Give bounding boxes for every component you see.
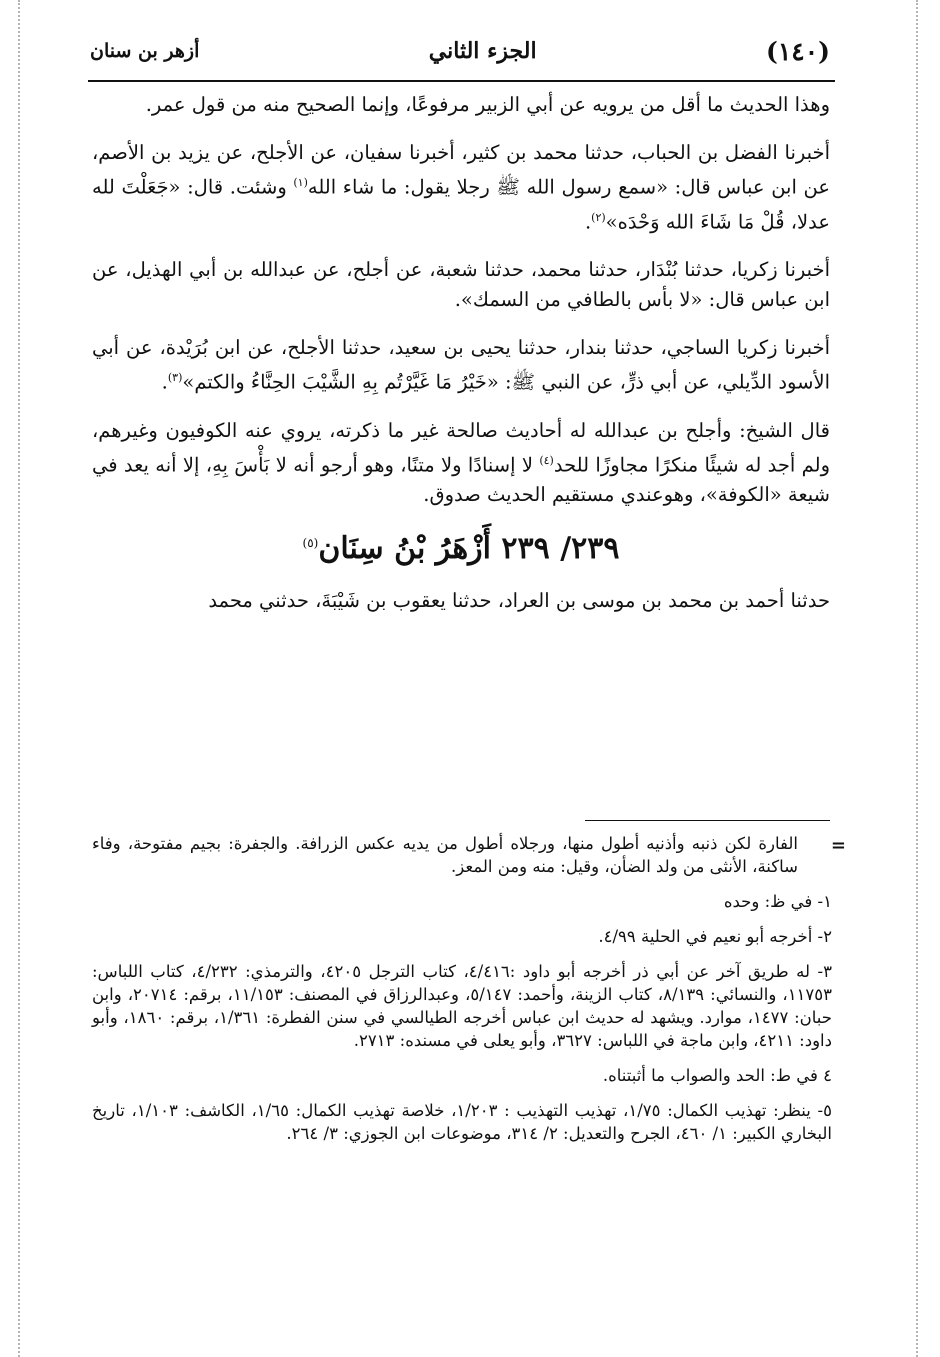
paragraph-5: قال الشيخ: وأجلح بن عبدالله له أحاديث صالحة غير ما ذكرته، يروي عنه الكوفيون وغيرهم، ولم أجد له شيئًا منكرًا مجاوزًا للحد$^{(٤)}$ لا إسنادًا ولا متنًا، وهو أرجو أنه لا بَأْسَ بِهِ، إلا أنه يعد في شيعة «الكوفة»، وهوعندي مستقيم الحديث صدوق.: [92, 418, 830, 506]
main-text: [92, 90, 830, 634]
header-rule: [88, 80, 835, 82]
paragraph-2: أخبرنا الفضل بن الحباب، حدثنا محمد بن كثير، أخبرنا سفيان، عن الأجلح، عن يزيد بن الأصم، عن ابن عباس قال: «سمع رسول الله ﷺ رجلا يقول: ما شاء الله$^{(١)}$ وشئت. قال: «جَعَلْتَ لله عدلا، قُلْ مَا شَاءَ الله وَحْدَه»$^{(٢)}$.: [92, 141, 830, 233]
footnote-4: ٤ في ط: الحد والصواب ما أثبتناه.: [602, 1066, 832, 1085]
paragraph-4: أخبرنا زكريا الساجي، حدثنا بندار، حدثنا يحيى بن سعيد، حدثنا الأجلح، عن ابن بُرَيْدة، عن أبي الأسود الدِّيلي، عن أبي ذرٍّ، عن النبي ﷺ: «خَيْرُ مَا غَيَّرْتُم بِهِ الشَّيْبَ الحِنَّاءُ والكتم»$^{(٣)}$.: [92, 336, 830, 394]
paragraph-3: أخبرنا زكريا، حدثنا بُنْدَار، حدثنا محمد، حدثنا شعبة، عن أجلح، عن عبدالله بن أبي الهذيل، عن ابن عباس قال: «لا بأس بالطافي من السمك».: [92, 258, 830, 311]
scan-edge-right: [916, 0, 918, 1357]
running-header: [90, 28, 830, 74]
entry-name: أزهر بن سنان: [90, 40, 200, 62]
volume-title: الجزء الثاني: [428, 38, 537, 64]
footnote-1: ١- في ظ: وحده: [723, 892, 832, 911]
footnotes: [92, 832, 832, 1157]
paragraph-1: وهذا الحديث ما أقل من يرويه عن أبي الزبير مرفوعًا، وإنما الصحيح منه من قول عمر.: [145, 93, 830, 116]
footnote-continuation: = الفارة لكن ذنبه وأذنيه أطول منها، ورجلاه أطول من يديه عكس الزرافة. والجفرة: بجيم مفتوحة، وفاء ساكنة، الأنثى من ولد الضأن، وقيل: منه ومن المعز.: [92, 832, 832, 878]
footnote-2: ٢- أخرجه أبو نعيم في الحلية ٤/٩٩.: [598, 927, 832, 946]
page-number: (١٤٠): [766, 36, 830, 66]
footnote-rule: [585, 820, 830, 821]
footnote-3: ٣- له طريق آخر عن أبي ذر أخرجه أبو داود :٤/٤١٦، كتاب الترجل ٤٢٠٥، والترمذي: ٤/٢٣٢، كتاب اللباس: ١١٧٥٣، والنسائي: ٨/١٣٩، كتاب الزينة، وأحمد: ٥/١٤٧، وعبدالرزاق في المصنف: ١١/١٥٣، برقم: ٢٠٧١٤، وابن حبان: ١٤٧٧، موارد. ويشهد له حديث ابن عباس أخرجه الطيالسي في سنن الفطرة: ١/٣٦١، برقم: ١٨٦٠، وأبو داود: ٤٢١١، وابن ماجة في اللباس: ٣٦٢٧، وأبو يعلى في مسنده: ٢٧١٣.: [92, 962, 832, 1050]
footnote-5: ٥- ينظر: تهذيب الكمال: ١/٧٥، تهذيب التهذيب : ١/٢٠٣، خلاصة تهذيب الكمال: ١/٦٥، الكاشف: ١/١٠٣، تاريخ البخاري الكبير: ١/ ٤٦٠، الجرح والتعديل: ٢/ ٣١٤، موضوعات ابن الجوزي: ٣/ ٢٦٤.: [92, 1101, 833, 1143]
entry-heading: ٢٣٩/ ٢٣٩ أَزْهَرُ بْنُ سِنَان$^{(٥)}$: [302, 531, 620, 566]
scan-edge-left: [18, 0, 20, 1357]
paragraph-6: حدثنا أحمد بن محمد بن موسى بن العراد، حدثنا يعقوب بن شَيْبَةَ، حدثني محمد: [208, 589, 830, 612]
